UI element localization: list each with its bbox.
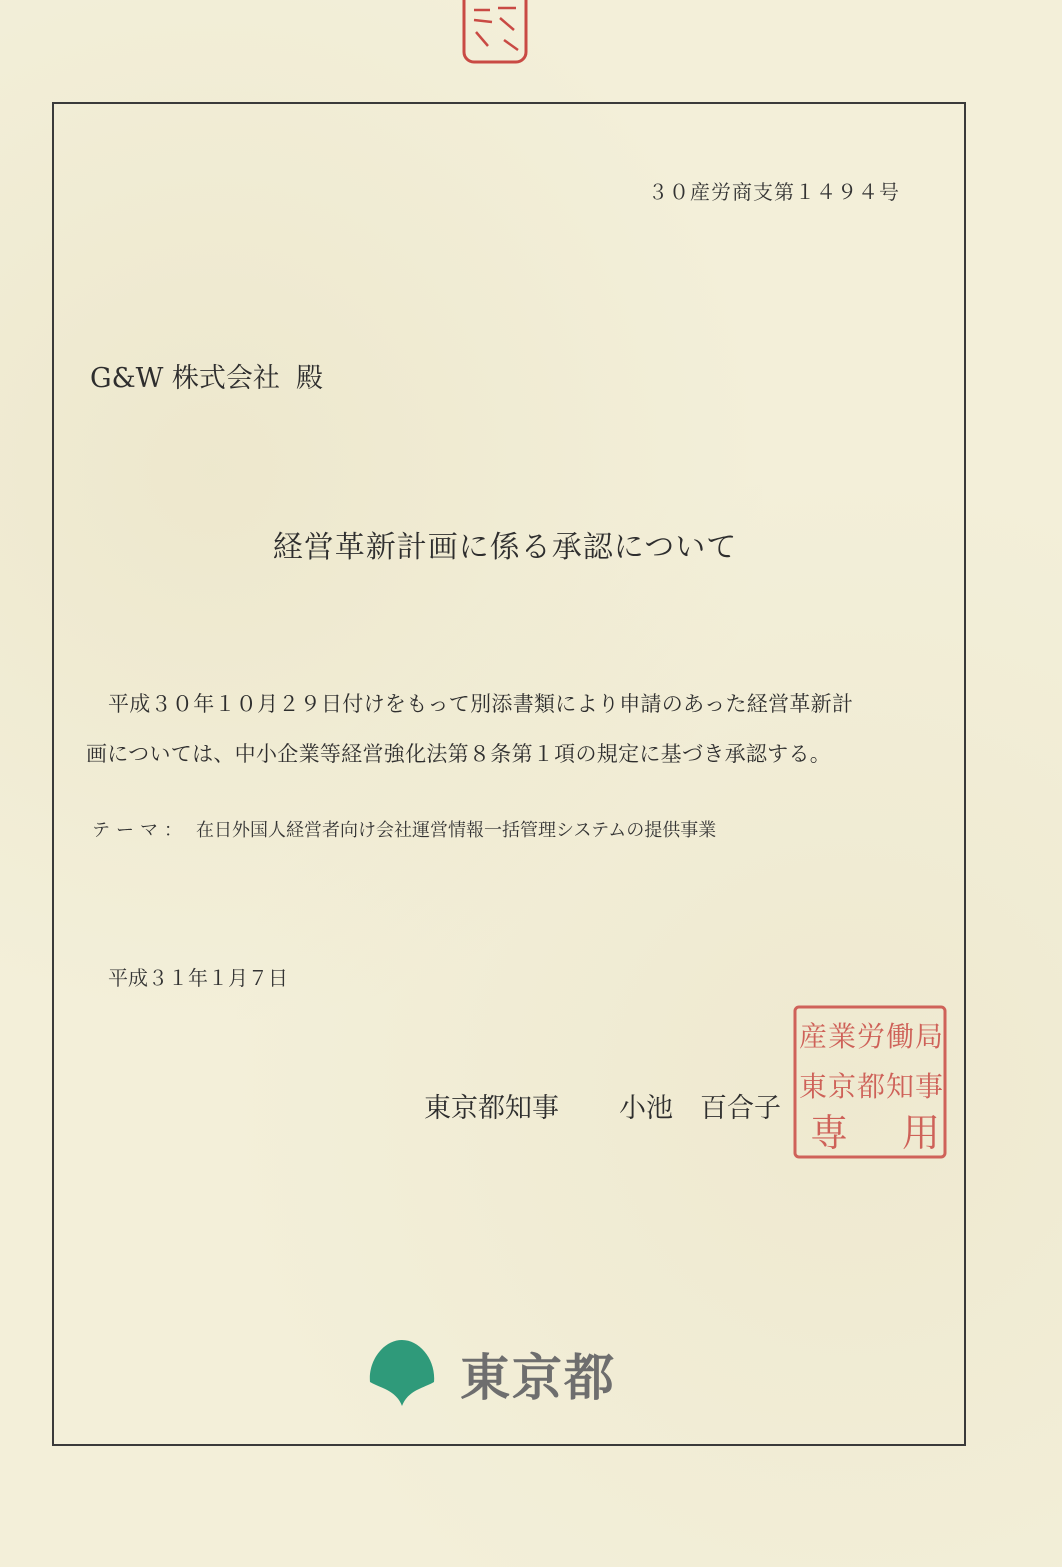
ginkgo-leaf-icon — [366, 1336, 438, 1408]
document-title: 経営革新計画に係る承認について — [272, 530, 738, 565]
seal-character: 都 — [857, 1070, 886, 1103]
addressee-honorific: 殿 — [295, 363, 323, 394]
seal-character: 用 — [902, 1111, 941, 1155]
seal-character: 労 — [857, 1020, 886, 1053]
signer-name: 小池 百合子 — [619, 1093, 781, 1124]
seal-character: 京 — [828, 1070, 857, 1103]
seal-character: 専 — [810, 1111, 849, 1155]
addressee-company: G&W 株式会社 — [90, 363, 280, 394]
theme-label: テーマ： — [92, 820, 188, 841]
seal-character: 業 — [828, 1020, 857, 1053]
body-line-2: 画については、中小企業等経営強化法第８条第１項の規定に基づき承認する。 — [86, 742, 832, 766]
issue-date: 平成３１年１月７日 — [108, 966, 288, 990]
official-seal-stamp — [792, 1004, 948, 1160]
tokyo-logo-text: 東京都 — [460, 1349, 616, 1407]
signer — [424, 1086, 781, 1125]
addressee — [90, 356, 323, 395]
signer-title: 東京都知事 — [424, 1093, 559, 1124]
seal-character: 局 — [915, 1020, 944, 1053]
tokyo-logo — [366, 1332, 646, 1412]
seal-character: 事 — [915, 1070, 944, 1103]
seal-character: 産 — [799, 1020, 828, 1053]
seal-character: 知 — [886, 1070, 915, 1103]
top-partial-seal — [460, 0, 530, 66]
theme-value: 在日外国人経営者向け会社運営情報一括管理システムの提供事業 — [196, 820, 717, 841]
document-number: ３０産労商支第１４９４号 — [648, 180, 900, 204]
body-line-1: 平成３０年１０月２９日付けをもって別添書類により申請のあった経営革新計 — [108, 692, 854, 716]
theme — [92, 816, 716, 842]
seal-character: 働 — [886, 1020, 915, 1053]
document-frame — [52, 102, 966, 1446]
seal-character: 東 — [799, 1070, 828, 1103]
